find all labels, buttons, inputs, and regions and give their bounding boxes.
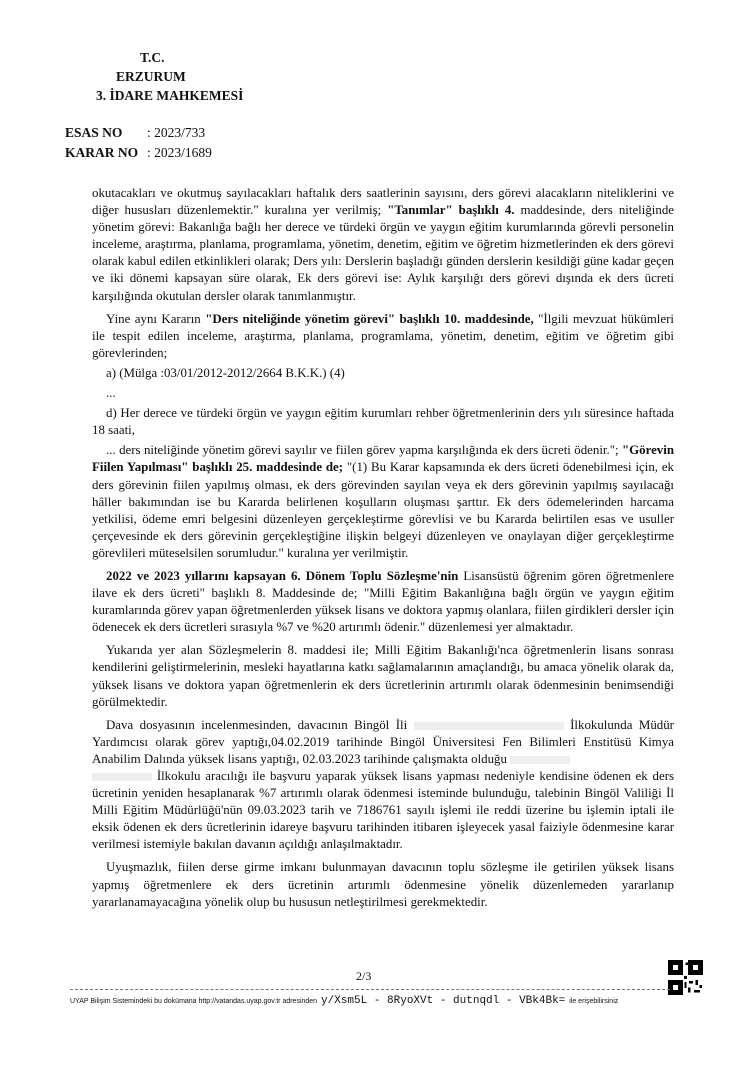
paragraph-5: ... ders niteliğinde yönetim görevi sayılır ve fiilen görev yapma karşılığında ek ders ücreti ödenir."; "Görevin Fiilen Yapılması" başlıklı 25. maddesinde de; "(1) Bu Karar kapsamında ek ders ücreti ödenebilmesi için, ek ders görevinin fiilen yapılmış olması, ek ders görevinden sayılan veya ek ders görevinin yapılmış sayılacağı hâller bakımından ise bu Kararda belirlenen koşulların oluşması şarttır. Ek ders ödemelerinden harcama yetkilisi, ödeme emri belgesini düzenleyen gerçekleştirme görevlisi ve bu Kararda belirtilen esas ve usuller çerçevesinde ek ders görevinin gerçekleştiğine ilişkin belgeyi düzenleyen ve onaylayan diğer gerçekleştirme görevlileri müteselsilen sorumludur." kuralına yer verilmiştir. <box>92 443 674 560</box>
paragraph-3: a) (Mülga :03/01/2012-2012/2664 B.K.K.) (4) <box>106 365 345 380</box>
verification-code: y/Xsm5L - 8RyoXVt - dutnqdl - VBk4Bk= <box>321 995 566 1007</box>
qr-code-icon <box>668 960 703 995</box>
karar-value: : 2023/1689 <box>147 145 212 160</box>
paragraph-7: Yukarıda yer alan Sözleşmelerin 8. maddesi ile; Milli Eğitim Bakanlığı'nca öğretmenlerin lisans sonrası kendilerini geliştirmelerinin, mesleki hayatlarına katkı sağlamalarının amaçlandığı, bu amaca yönelik olarak da, yüksek lisans ve doktora yapan öğretmenlerin ek ders ücretlerinin artırımlı olarak ödenmesinin benimsendiği görülmektedir. <box>92 643 674 709</box>
document-body <box>92 185 674 911</box>
karar-no <box>65 145 212 161</box>
karar-label: KARAR NO <box>65 145 139 160</box>
footer-suffix: ile erişebilirsiniz <box>569 998 619 1005</box>
paragraph-6: 2022 ve 2023 yıllarını kapsayan 6. Dönem Toplu Sözleşme'nin Lisansüstü öğrenim gören öğretmenlere ilave ek ders ücreti" başlıklı 8. Maddesinde de; "Milli Eğitim Bakanlığına bağlı örgün ve yaygın eğitim kuramlarında görev yapan öğretmenlerden yüksek lisans ve doktora yapmış olanlara, fiilen girdikleri dersler için ödenecek ek ders ücretleri sırasıyla %7 ve %20 artırımlı ödenir." düzenlemesi yer almaktadır. <box>92 568 674 635</box>
paragraph-8: Dava dosyasının incelenmesinden, davacının Bingöl İli İlkokulunda Müdür Yardımcısı olarak görev yaptığı,04.02.2019 tarihinde Bingöl Üniversitesi Fen Bilimleri Enstitüsü Kimya Anabilim Dalında yüksek lisans yaptığı, 02.03.2023 tarihinde çalışmakta olduğu İlkokulu aracılığı ile başvuru yaparak yüksek lisans yapması nedeniyle kendisine ödenen ek ders ücretinin yeniden hesaplanarak %7 artırımlı olarak ödenmesi isteminde bulunduğu, talebinin Bingöl Valiliği İl Milli Eğitim Müdürlüğü'nün 09.03.2023 tarih ve 7186761 sayılı işlemi ile reddi üzerine bu işlemin iptali ile eksik ödenen ek ders ücretlerinin idareye başvuru tarihinden itibaren işleyecek yasal faiziyle ödenmesine karar verilmesi istemiyle bakılan davanın açıldığı anlaşılmaktadır. <box>92 717 674 852</box>
footer <box>70 995 690 1007</box>
footer-prefix: UYAP Bilişim Sistemindeki bu dokümana http://vatandas.uyap.gov.tr adresinden <box>70 998 318 1005</box>
esas-label: ESAS NO <box>65 125 123 140</box>
paragraph-ellipsis: ... <box>106 386 116 401</box>
esas-no <box>65 125 205 141</box>
footer-divider <box>70 989 670 990</box>
paragraph-1: okutacakları ve okutmuş sayılacakları haftalık ders saatlerinin sayısını, ders görevi alacakların niteliklerini ve diğer hususları düzenlemektir." kuralına yer verilmiş; "Tanımlar" başlıklı 4. maddesinde, ders niteliğinde yönetim görevi: Bakanlığa bağlı her derece ve türdeki örgün ve yaygın eğitim kurumlarında görevli personelin inceleme, araştırma, planlama, programlama, yönetim, denetim, eğitim ve öğretim hizmetlerinden ek ders görevi olarak kabul edilen etkinlikleri olarak; Ders yılı: Derslerin başladığı günden derslerin kesildiği güne kadar geçen ve iki dönemi kapsayan süre olarak, Ek ders görevi ise: Aylık karşılığı ders görevi dışında ek ders ücreti karşılığında okutulan dersler olarak tanımlanmıştır. <box>92 186 674 303</box>
paragraph-4: d) Her derece ve türdeki örgün ve yaygın eğitim kurumları rehber öğretmenlerinin ders yılı süresince haftada 18 saati, <box>92 406 674 438</box>
page-number: 2/3 <box>356 969 372 983</box>
header-court: 3. İDARE MAHKEMESİ <box>96 88 244 103</box>
esas-value: : 2023/733 <box>147 125 206 140</box>
header-tc: T.C. <box>140 50 165 65</box>
redacted-text <box>510 756 570 764</box>
redacted-text <box>414 722 564 730</box>
redacted-text <box>92 773 152 781</box>
paragraph-2: Yine aynı Kararın "Ders niteliğinde yönetim görevi" başlıklı 10. maddesinde, "İlgili mevzuat hükümleri ile tespit edilen inceleme, araştırma, planlama, programlama, yönetim, denetim, eğitim ve öğretim gibi görevlerinden; <box>92 311 674 360</box>
header-city: ERZURUM <box>116 69 186 84</box>
paragraph-9: Uyuşmazlık, fiilen derse girme imkanı bulunmayan davacının toplu sözleşme ile getirilen yüksek lisans yapmış öğretmenlere ek ders ücretinin artırımlı ödenmesine yönelik düzenlemeden yararlanıp yararlanamayacağına yönelik olup bu hususun netleştirilmesi gerekmektedir. <box>92 860 674 909</box>
